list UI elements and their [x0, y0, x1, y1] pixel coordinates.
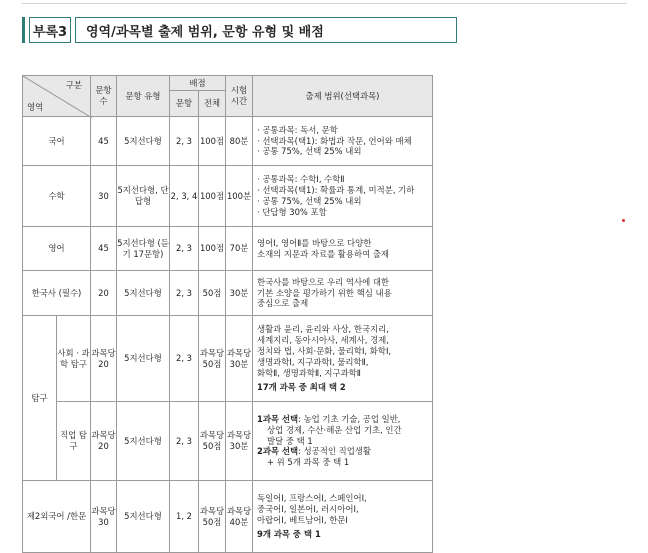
- item-score: 2, 3: [170, 316, 199, 402]
- header-area: 영역: [27, 102, 44, 113]
- header-gubun-area: [23, 76, 91, 117]
- sub-area-vocational: 직업 탐구: [57, 402, 91, 481]
- scope-line: 세계지리, 동아시아사, 세계사, 경제,: [257, 335, 389, 346]
- item-count: 과목당 20: [91, 402, 117, 481]
- table-row: [23, 227, 433, 271]
- scope-line: · 공통 75%, 선택 25% 내외: [257, 146, 362, 157]
- scope-line: · 공통과목: 독서, 문학: [257, 124, 338, 135]
- total-score: 100점: [199, 117, 226, 166]
- exam-time: 100분: [226, 166, 253, 227]
- item-score: 1, 2: [170, 481, 199, 553]
- item-count: 과목당 30: [91, 481, 117, 553]
- area-second-language: 제2외국어 /한문: [23, 481, 91, 553]
- scope-line: 독일어Ⅰ, 프랑스어Ⅰ, 스페인어Ⅰ,: [257, 493, 367, 504]
- area-inquiry: 탐구: [23, 316, 57, 481]
- header-num-items: 문항 수: [91, 76, 117, 117]
- scope-line: · 선택과목(택1): 화법과 작문, 언어와 매체: [257, 135, 412, 146]
- area-math: 수학: [23, 166, 91, 227]
- sub-area-social-science: 사회 · 과학 탐구: [57, 316, 91, 402]
- area-korean: 국어: [23, 117, 91, 166]
- total-score: 100점: [199, 166, 226, 227]
- header-score-item: 문항: [170, 91, 199, 117]
- item-type: 5지선다형: [117, 316, 170, 402]
- total-score: 100점: [199, 227, 226, 271]
- scope-cell: [253, 316, 433, 402]
- exam-time: 과목당 30분: [226, 402, 253, 481]
- table-row: [23, 117, 433, 166]
- scope-selection-rule: 17개 과목 중 최대 택 2: [257, 381, 346, 392]
- scope-line: · 공통과목: 수학Ⅰ, 수학Ⅱ: [257, 174, 345, 185]
- scope-line: · 공통 75%, 선택 25% 내외: [257, 196, 362, 206]
- item-count: 20: [91, 271, 117, 316]
- scope-line: 중국어Ⅰ, 일본어Ⅰ, 러시아어Ⅰ,: [257, 504, 359, 515]
- red-dot-marker: [622, 219, 625, 222]
- scope-line: + 위 5개 과목 중 택 1: [267, 457, 350, 468]
- choice1-label: 1과목 선택: [257, 413, 299, 424]
- item-score: 2, 3: [170, 117, 199, 166]
- total-score: 50점: [199, 271, 226, 316]
- choice2-text: : 성공적인 직업생활: [298, 446, 371, 457]
- item-score: 2, 3: [170, 227, 199, 271]
- scope-cell: [253, 166, 433, 227]
- item-score: 2, 3: [170, 402, 199, 481]
- appendix-badge: 부록3: [29, 17, 71, 43]
- top-rule: [22, 3, 627, 4]
- table-row: [23, 481, 433, 553]
- scope-line: 생활과 윤리, 윤리와 사상, 한국지리,: [257, 324, 389, 335]
- table-row: [23, 271, 433, 316]
- total-score: 과목당 50점: [199, 402, 226, 481]
- choice2-label: 2과목 선택: [257, 446, 299, 457]
- scope-line: 한국사를 바탕으로 우리 역사에 대한: [257, 276, 390, 287]
- header-score-total: 전체: [199, 91, 226, 117]
- exam-time: 70분: [226, 227, 253, 271]
- scope-cell: [253, 271, 433, 316]
- scope-cell: [253, 481, 433, 553]
- total-score: 과목당 50점: [199, 316, 226, 402]
- exam-time: 과목당 40분: [226, 481, 253, 553]
- scope-selection-rule: 9개 과목 중 택 1: [257, 528, 321, 539]
- scope-line: 영어Ⅰ, 영어Ⅱ를 바탕으로 다양한: [257, 237, 372, 248]
- badge-accent-bar: [22, 17, 25, 43]
- scope-line: 소재의 지문과 자료를 활용하여 출제: [257, 248, 390, 259]
- scope-line: 발달 중 택 1: [267, 435, 313, 446]
- scope-line: 정치와 법, 사회·문화, 물리학Ⅰ, 화학Ⅰ,: [257, 346, 392, 357]
- choice1-text: : 농업 기초 기술, 공업 일반,: [298, 413, 401, 424]
- item-type: 5지선다형, 단답형: [117, 166, 170, 227]
- exam-time: 80분: [226, 117, 253, 166]
- header-item-type: 문항 유형: [117, 76, 170, 117]
- table-row: [23, 316, 433, 402]
- item-count: 45: [91, 117, 117, 166]
- item-score: 2, 3: [170, 271, 199, 316]
- exam-time: 30분: [226, 271, 253, 316]
- scope-line: 아랍어Ⅰ, 베트남어Ⅰ, 한문Ⅰ: [257, 515, 348, 525]
- item-type: 5지선다형: [117, 117, 170, 166]
- area-korean-history: 한국사 (필수): [23, 271, 91, 316]
- exam-scope-table: [22, 75, 433, 553]
- scope-line: · 선택과목(택1): 확률과 통계, 미적분, 기하: [257, 185, 415, 196]
- header-score: 배점: [170, 76, 226, 91]
- scope-cell: [253, 227, 433, 271]
- item-type: 5지선다형: [117, 481, 170, 553]
- scope-cell: [253, 402, 433, 481]
- scope-line: 화학Ⅱ, 생명과학Ⅱ, 지구과학Ⅱ: [257, 367, 361, 378]
- scope-line: [257, 414, 428, 425]
- item-count: 45: [91, 227, 117, 271]
- exam-time: 과목당 30분: [226, 316, 253, 402]
- header-gubun: 구분: [65, 80, 82, 90]
- table-row: [23, 166, 433, 227]
- scope-line: 기본 소양을 평가하기 위한 핵심 내용: [257, 287, 392, 298]
- item-type: 5지선다형: [117, 402, 170, 481]
- section-header: [22, 17, 457, 43]
- page-title: 영역/과목별 출제 범위, 문항 유형 및 배점: [75, 17, 457, 43]
- total-score: 과목당 50점: [199, 481, 226, 553]
- item-count: 30: [91, 166, 117, 227]
- scope-line: · 단답형 30% 포함: [257, 206, 327, 217]
- area-english: 영어: [23, 227, 91, 271]
- item-count: 과목당 20: [91, 316, 117, 402]
- item-type: 5지선다형 (듣기 17문항): [117, 227, 170, 271]
- scope-line: 생명과학Ⅰ, 지구과학Ⅰ, 물리학Ⅱ,: [257, 357, 369, 367]
- scope-line: 중심으로 출제: [257, 298, 309, 309]
- header-scope: 출제 범위(선택과목): [253, 76, 433, 117]
- header-exam-time: 시험 시간: [226, 76, 253, 117]
- scope-line: 상업 경제, 수산·해운 산업 기초, 인간: [267, 424, 402, 435]
- scope-cell: [253, 117, 433, 166]
- item-type: 5지선다형: [117, 271, 170, 316]
- scope-line: [257, 446, 428, 457]
- item-score: 2, 3, 4: [170, 166, 199, 227]
- table-row: [23, 402, 433, 481]
